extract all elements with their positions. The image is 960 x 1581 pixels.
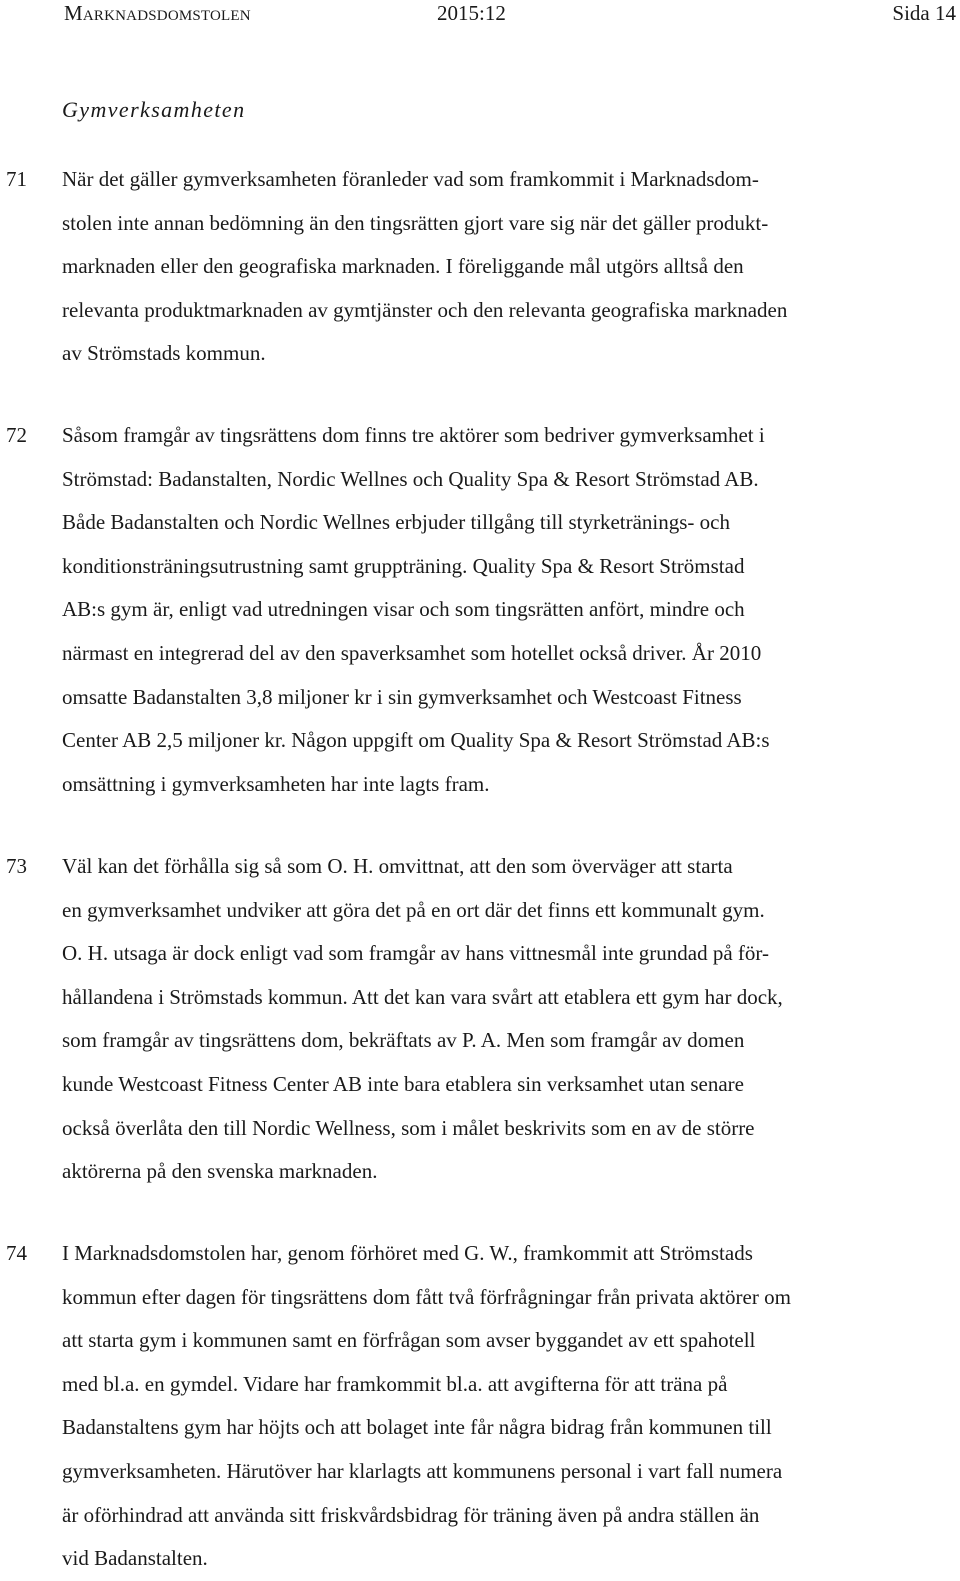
text-line: AB:s gym är, enligt vad utredningen visar och som tingsrätten anfört, mindre och [62, 597, 745, 622]
court-name: Marknadsdomstolen [64, 1, 251, 25]
text-line: närmast en integrerad del av den spaverksamhet som hotellet också driver. År 2010 [62, 640, 762, 665]
text-line: O. H. utsaga är dock enligt vad som framgår av hans vittnesmål inte grundad på för- [62, 941, 769, 966]
paragraph-number: 73 [6, 854, 27, 878]
text-line: är oförhindrad att använda sitt friskvårdsbidrag för träning även på andra ställen än [62, 1502, 760, 1527]
text-line: konditionsträningsutrustning samt gruppträning. Quality Spa & Resort Strömstad [62, 553, 745, 578]
text-line: Center AB 2,5 miljoner kr. Någon uppgift om Quality Spa & Resort Strömstad AB:s [62, 728, 770, 753]
text-line: I Marknadsdomstolen har, genom förhöret med G. W., framkommit att Strömstads [62, 1241, 753, 1265]
text-line: relevanta produktmarknaden av gymtjänster och den relevanta geografiska marknaden [62, 297, 788, 322]
case-number: 2015:12 [437, 1, 506, 25]
section-heading: Gymverksamheten [62, 97, 246, 122]
text-line: stolen inte annan bedömning än den tingsrätten gjort vare sig när det gäller produkt- [62, 210, 769, 235]
text-line: gymverksamheten. Härutöver har klarlagts att kommunens personal i vart fall numera [62, 1458, 783, 1483]
paragraph-text [62, 158, 954, 376]
text-line: omsättning i gymverksamheten har inte lagts fram. [62, 771, 490, 796]
text-line: Både Badanstalten och Nordic Wellnes erbjuder tillgång till styrketränings- och [62, 510, 730, 535]
text-line: kommun efter dagen för tingsrättens dom fått två förfrågningar från privata aktörer om [62, 1284, 791, 1309]
text-line: När det gäller gymverksamheten föranleder vad som framkommit i Marknadsdom- [62, 167, 759, 191]
paragraph-number: 74 [6, 1241, 27, 1265]
paragraph-text [62, 1232, 954, 1581]
text-line: omsatte Badanstalten 3,8 miljoner kr i sin gymverksamhet och Westcoast Fitness [62, 684, 742, 709]
text-line: Badanstaltens gym har höjts och att bolaget inte får några bidrag från kommunen till [62, 1415, 772, 1440]
text-line: aktörerna på den svenska marknaden. [62, 1159, 378, 1184]
text-line: med bl.a. en gymdel. Vidare har framkommit bl.a. att avgifterna för att träna på [62, 1371, 728, 1396]
text-line: marknaden eller den geografiska marknaden. I föreliggande mål utgörs alltså den [62, 254, 744, 279]
text-line: en gymverksamhet undviker att göra det på en ort där det finns ett kommunalt gym. [62, 897, 765, 922]
text-line: kunde Westcoast Fitness Center AB inte bara etablera sin verksamhet utan senare [62, 1071, 744, 1096]
text-line: Väl kan det förhålla sig så som O. H. omvittnat, att den som överväger att starta [62, 854, 733, 878]
text-line: att starta gym i kommunen samt en förfrågan som avser byggandet av ett spahotell [62, 1328, 756, 1353]
paragraph-number: 72 [6, 423, 27, 447]
text-line: Strömstad: Badanstalten, Nordic Wellnes och Quality Spa & Resort Strömstad AB. [62, 466, 759, 491]
text-line: hållandena i Strömstads kommun. Att det kan vara svårt att etablera ett gym har dock, [62, 984, 783, 1009]
page-header [0, 0, 960, 30]
text-line: vid Badanstalten. [62, 1546, 208, 1571]
paragraph-text [62, 414, 954, 806]
text-line: Såsom framgår av tingsrättens dom finns tre aktörer som bedriver gymverksamhet i [62, 423, 765, 447]
paragraph-text [62, 845, 954, 1194]
page-number: Sida 14 [892, 1, 956, 25]
text-line: av Strömstads kommun. [62, 341, 266, 366]
paragraph-number: 71 [6, 167, 27, 191]
text-line: som framgår av tingsrättens dom, bekräftats av P. A. Men som framgår av domen [62, 1028, 745, 1053]
text-line: också överlåta den till Nordic Wellness, som i målet beskrivits som en av de större [62, 1115, 755, 1140]
